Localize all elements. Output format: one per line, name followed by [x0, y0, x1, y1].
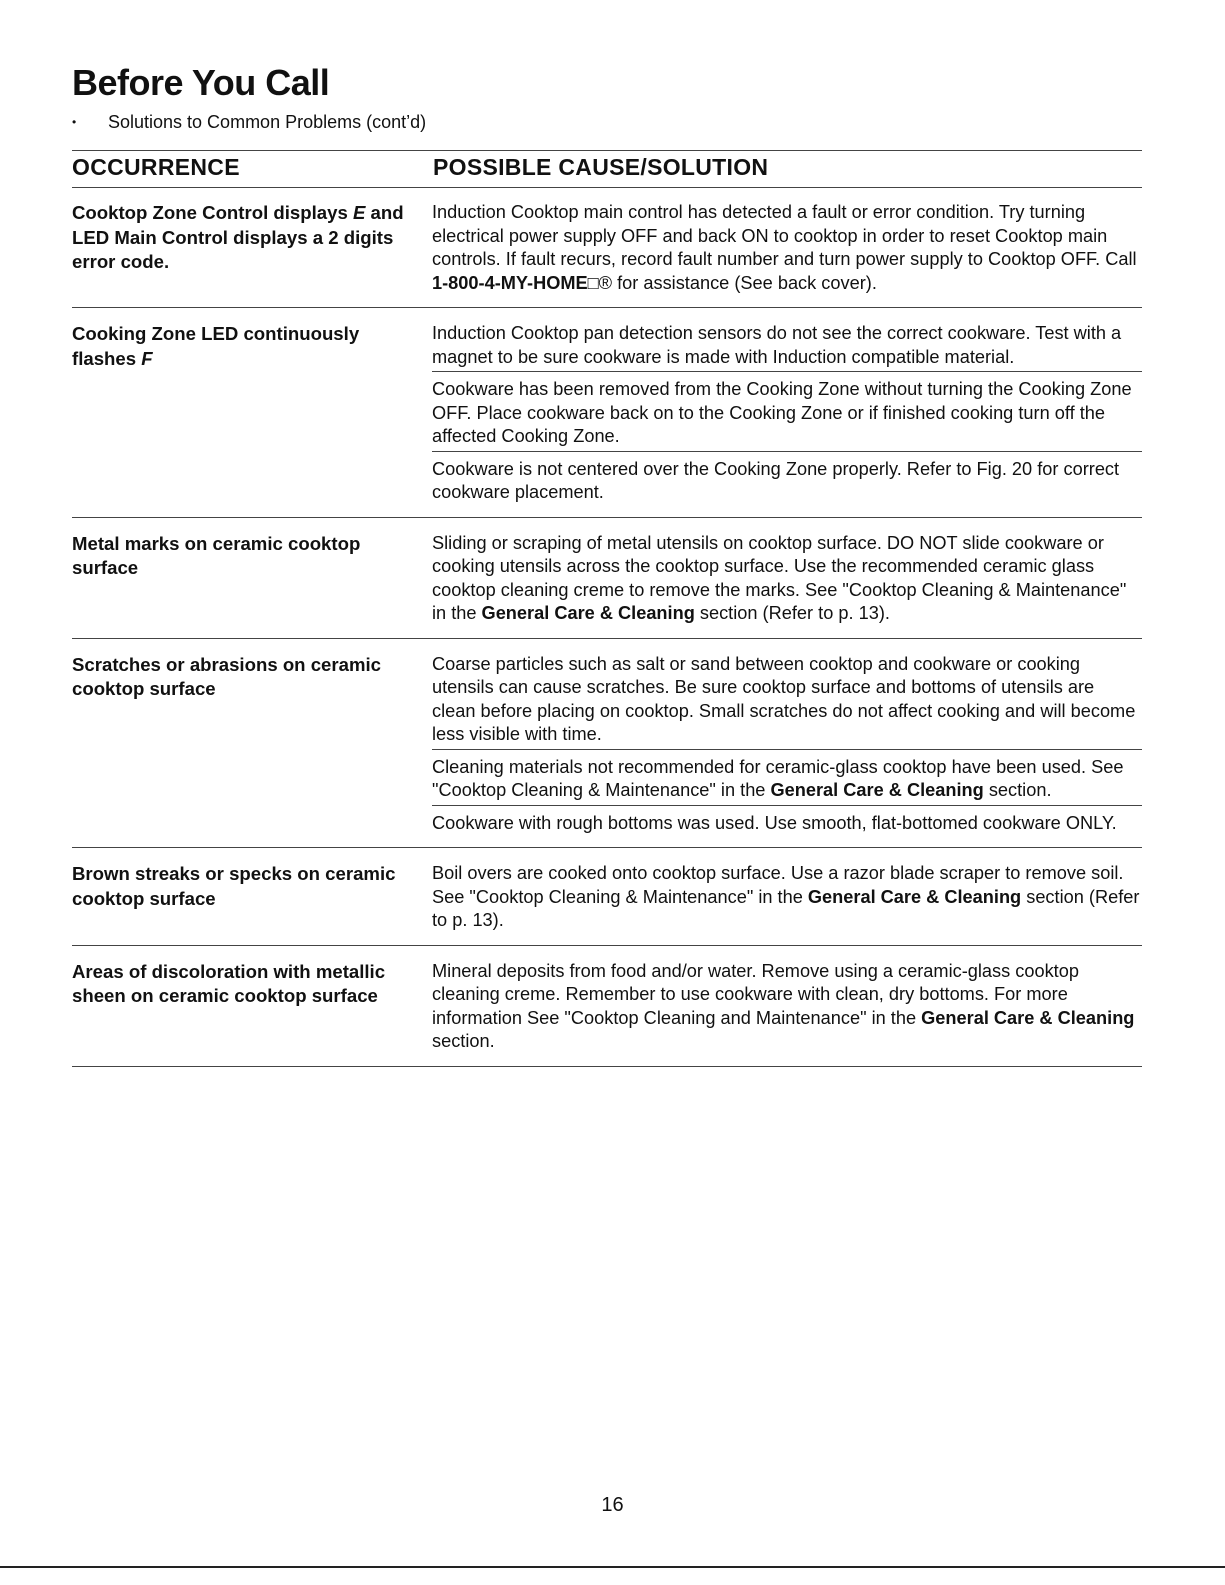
occurrence-text: Brown streaks or specks on ceramic cooktop surface: [72, 863, 396, 909]
occurrence-column-header: OCCURRENCE: [72, 154, 240, 180]
error-code: E: [352, 202, 366, 223]
table-row: [72, 308, 1142, 518]
solution-column-header: POSSIBLE CAUSE/SOLUTION: [433, 154, 769, 180]
solution-text: Coarse particles such as salt or sand between cooktop and cookware or cooking utensils can cause scratches. Be sure cooktop surface and bottoms of utensils are clean before placing on cooktop. Small scratches do not affect cooking and will become less visible with time.: [432, 653, 1136, 744]
solution-item: [432, 960, 1142, 1054]
solution-item: [432, 458, 1142, 505]
occurrence-cell: [72, 532, 432, 626]
solution-cell: [432, 862, 1142, 933]
occurrence-cell: [72, 322, 432, 505]
solution-item: [432, 378, 1142, 452]
solution-item: [432, 201, 1142, 295]
error-code: F: [141, 347, 153, 369]
subtitle-text: Solutions to Common Problems (cont’d): [108, 112, 427, 132]
solution-text: Induction Cooktop main control has detected a fault or error condition. Try turning electrical power supply OFF and back ON to cooktop in order to reset Cooktop main controls. If fault recurs, record fault number and turn power supply to Cooktop OFF. Call: [432, 202, 1137, 269]
solution-item: [432, 532, 1142, 626]
occurrence-cell: [72, 862, 432, 933]
table-row: [72, 946, 1142, 1067]
occurrence-cell: [72, 201, 432, 295]
occurrence-text: Cooktop Zone Control displays: [72, 202, 353, 223]
solution-text: Sliding or scraping of metal utensils on cooktop surface. DO NOT slide cookware or cooking utensils across the cooktop surface. Use the recommended ceramic glass cooktop cleaning creme to remove the marks. See "Cooktop Cleaning & Maintenance" in the: [432, 532, 1127, 623]
table-header: [72, 150, 1142, 188]
section-reference: General Care & Cleaning: [921, 1007, 1135, 1028]
occurrence-text: Areas of discoloration with metallic sheen on ceramic cooktop surface: [72, 960, 386, 1006]
solution-text: Cookware with rough bottoms was used. Use smooth, flat-bottomed cookware ONLY.: [432, 812, 1117, 833]
solution-cell: [432, 201, 1142, 295]
solution-cell: [432, 960, 1142, 1054]
table-row: [72, 187, 1142, 308]
occurrence-text: Metal marks on ceramic cooktop surface: [72, 532, 361, 578]
problem-table: [72, 187, 1142, 1067]
solution-text: Cookware has been removed from the Cooking Zone without turning the Cooking Zone OFF. Place cookware back on to the Cooking Zone or if finished cooking turn off the affected Cooking Zone.: [432, 379, 1132, 446]
solution-item: [432, 756, 1142, 806]
solution-text: Cleaning materials not recommended for ceramic-glass cooktop have been used. See "Cooktop Cleaning & Maintenance" in the: [432, 756, 1124, 800]
solution-text-end: section (Refer to p. 13).: [694, 603, 890, 623]
occurrence-tail: and LED Main Control displays a 2 digits error code.: [72, 202, 404, 272]
section-reference: General Care & Cleaning: [770, 780, 984, 800]
occurrence-text: Scratches or abrasions on ceramic cooktop surface: [72, 653, 382, 699]
table-row: [72, 639, 1142, 849]
section-reference: General Care & Cleaning: [807, 886, 1022, 907]
phone-number: 1-800-4-MY-HOME□: [432, 272, 599, 293]
solution-text-end: ® for assistance (See back cover).: [598, 272, 877, 293]
solution-cell: [432, 653, 1142, 836]
solution-cell: [432, 322, 1142, 505]
solution-text: Boil overs are cooked onto cooktop surface. Use a razor blade scraper to remove soil. See "Cooktop Cleaning & Maintenance" in the: [432, 863, 1124, 907]
page-title: Before You Call: [72, 62, 330, 103]
occurrence-text: Cooking Zone LED continuously flashes: [72, 323, 360, 369]
solution-cell: [432, 532, 1142, 626]
bottom-divider: [0, 1566, 1225, 1568]
solution-text: Induction Cooktop pan detection sensors do not see the correct cookware. Test with a magnet to be sure cookware is made with Induction compatible material.: [432, 323, 1122, 367]
solution-text-end: section.: [983, 780, 1052, 800]
section-reference: General Care & Cleaning: [481, 603, 695, 623]
table-row: [72, 518, 1142, 639]
table-row: [72, 848, 1142, 946]
solution-item: [432, 862, 1142, 933]
solution-text: Cookware is not centered over the Cooking Zone properly. Refer to Fig. 20 for correct cookware placement.: [432, 458, 1120, 502]
solution-item: [432, 812, 1142, 836]
solution-item: [432, 653, 1142, 750]
occurrence-cell: [72, 653, 432, 836]
bullet-icon: •: [72, 115, 77, 129]
solution-text-end: section (Refer to p. 13).: [432, 886, 1140, 930]
solution-item: [432, 322, 1142, 372]
page-subtitle: [72, 112, 426, 133]
occurrence-cell: [72, 960, 432, 1054]
page-number: 16: [601, 1494, 624, 1516]
solution-text-end: section.: [432, 1031, 495, 1051]
solution-text: Mineral deposits from food and/or water. Remove using a ceramic-glass cooktop cleaning creme. Remember to use cookware with clean, dry bottoms. For more information See "Cooktop Cleaning and Maintenance" in the: [432, 960, 1079, 1028]
